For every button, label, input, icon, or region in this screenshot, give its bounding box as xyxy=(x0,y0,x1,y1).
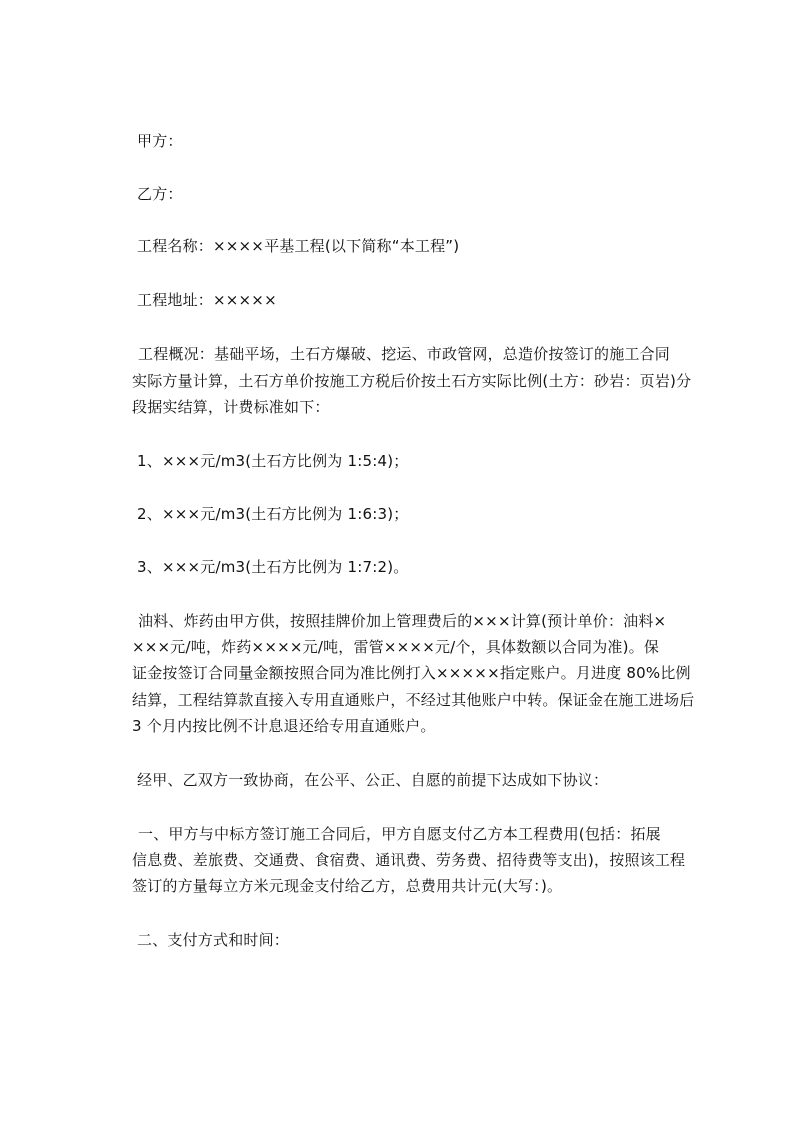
agreement-intro: 经甲、乙双方一致协商，在公平、公正、自愿的前提下达成如下协议： xyxy=(137,771,609,789)
overview-line-3: 段据实结算，计费标准如下： xyxy=(132,398,330,416)
materials-line-3: 证金按签订合同量金额按照合同为准比例打入×××××指定账户。月进度 80%比例 xyxy=(132,664,691,682)
clause-1-line-1: 一、甲方与中标方签订施工合同后，甲方自愿支付乙方本工程费用(包括：拓展 xyxy=(138,825,661,843)
materials-line-2: ×××元/吨，炸药××××元/吨，雷管××××元/个，具体数额以合同为准)。保 xyxy=(132,638,660,656)
rate-item-1: 1、×××元/m3(土石方比例为 1:5:4)； xyxy=(137,452,409,470)
materials-line-1: 油料、炸药由甲方供，按照挂牌价加上管理费后的×××计算(预计单价：油料× xyxy=(138,612,667,630)
materials-line-4: 结算，工程结算款直接入专用直通账户，不经过其他账户中转。保证金在施工进场后 xyxy=(132,691,695,709)
clause-1-line-3: 签订的方量每立方米元现金支付给乙方，总费用共计元(大写：)。 xyxy=(132,877,563,895)
materials-line-5: 3 个月内按比例不计息退还给专用直通账户。 xyxy=(132,717,436,735)
clause-2-heading: 二、支付方式和时间： xyxy=(137,931,290,949)
project-address-line: 工程地址：××××× xyxy=(137,291,277,309)
overview-line-1: 工程概况：基础平场，土石方爆破、挖运、市政管网，总造价按签订的施工合同 xyxy=(138,345,671,363)
overview-line-2: 实际方量计算，土石方单价按施工方税后价按土石方实际比例(土方：砂岩：页岩)分 xyxy=(132,372,692,390)
party-a-label: 甲方： xyxy=(137,132,183,150)
clause-1-line-2: 信息费、差旅费、交通费、食宿费、通讯费、劳务费、招待费等支出)，按照该工程 xyxy=(132,851,686,869)
project-name-line: 工程名称：××××平基工程(以下简称“本工程”) xyxy=(137,237,460,255)
party-b-label: 乙方： xyxy=(137,185,183,203)
rate-item-3: 3、×××元/m3(土石方比例为 1:7:2)。 xyxy=(137,558,409,576)
rate-item-2: 2、×××元/m3(土石方比例为 1:6:3)； xyxy=(137,505,409,523)
